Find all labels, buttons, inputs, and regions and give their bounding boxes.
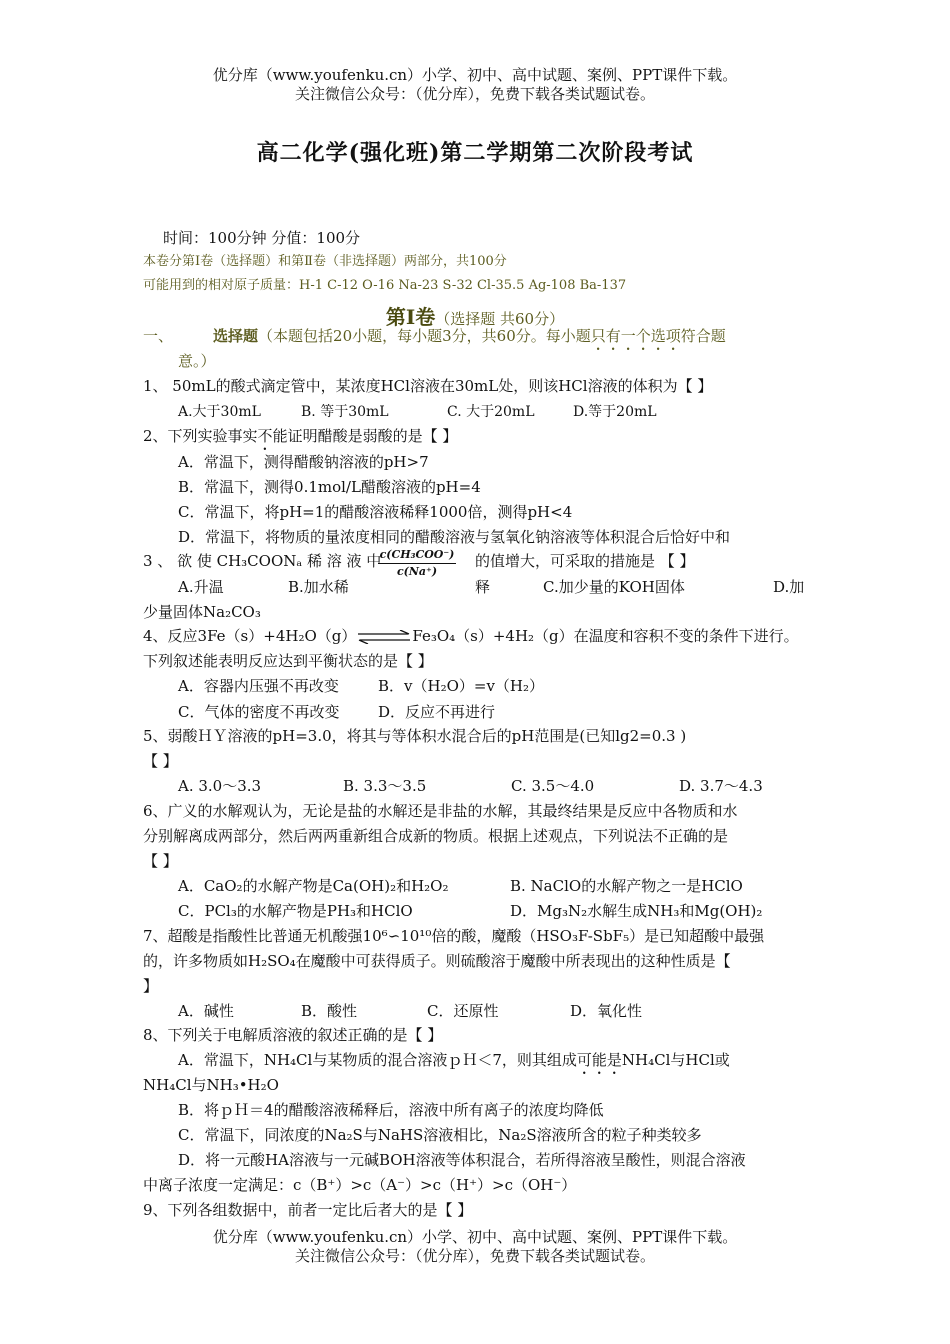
q6-option-c: C．PCl₃的水解产物是PH₃和HClO xyxy=(178,902,413,920)
q8-option-d-cont: 中离子浓度一定满足：c（B⁺）>c（A⁻）>c（H⁺）>c（OH⁻） xyxy=(143,1176,577,1194)
q7-stem-1: 7、超酸是指酸性比普通无机酸强10⁶∽10¹⁰倍的酸，魔酸（HSO₃F-SbF₅）是已知超酸中最强 xyxy=(143,927,765,945)
q1-stem: 1、 50mL的酸式滴定管中，某浓度HCl溶液在30mL处，则该HCl溶液的体积为【 】 xyxy=(143,377,713,395)
q4-stem-b: Fe₃O₄（s）+4H₂（g）在温度和容积不变的条件下进行。 xyxy=(412,627,799,645)
part1-emphasis: 只有一个选项 xyxy=(590,327,681,345)
q4-stem-a: 4、反应3Fe（s）+4H₂O（g） xyxy=(143,627,357,645)
q3-option-d: D.加 xyxy=(773,578,805,596)
q6-option-d: D．Mg₃N₂水解生成NH₃和Mg(OH)₂ xyxy=(510,902,763,920)
q7-stem-2: 的，许多物质如H₂SO₄在魔酸中可获得质子。则硫酸溶于魔酸中所表现出的这种性质是【 xyxy=(143,952,731,970)
header-line-2: 关注微信公众号：（优分库），免费下载各类试题试卷。 xyxy=(294,85,655,103)
q1-option-c: C. 大于20mL xyxy=(447,404,535,420)
q7-option-a: A．碱性 xyxy=(178,1002,234,1020)
q6-option-b: B. NaClO的水解产物之一是HClO xyxy=(510,877,743,895)
part1-desc-c: 意。） xyxy=(178,352,216,370)
q7-option-d: D．氧化性 xyxy=(570,1002,643,1020)
header-line-1: 优分库（www.youfenku.cn）小学、初中、高中试题、案例、PPT课件下载。 xyxy=(212,66,738,84)
q5-option-a: A. 3.0～3.3 xyxy=(178,777,262,795)
q4-option-b: B．v（H₂O）=v（H₂） xyxy=(378,677,545,695)
page-footer xyxy=(0,1228,950,1266)
q2-stem xyxy=(143,426,457,454)
q6-stem-1: 6、广义的水解观认为，无论是盐的水解还是非盐的水解，其最终结果是反应中各物质和水 xyxy=(143,802,738,820)
q8-option-a-text: A．常温下，NH₄Cl与某物质的混合溶液ｐＨ＜7，则其组成 xyxy=(178,1051,577,1069)
part1-desc-b: 符合题 xyxy=(680,327,726,345)
q6-option-a: A．CaO₂的水解产物是Ca(OH)₂和H₂O₂ xyxy=(178,877,449,895)
q1-option-d: D.等于20mL xyxy=(573,404,657,420)
q5-option-d: D. 3.7～4.3 xyxy=(679,777,763,795)
q8-option-a-text-b: NH₄Cl与HCl或 xyxy=(621,1051,730,1069)
q7-option-b: B．酸性 xyxy=(301,1002,358,1020)
q4-stem-c: 下列叙述能表明反应达到平衡状态的是【 】 xyxy=(143,652,433,670)
page-header xyxy=(0,66,950,104)
q5-option-c: C. 3.5～4.0 xyxy=(511,777,595,795)
q1-option-a: A.大于30mL xyxy=(178,404,261,420)
q3-option-d-cont: 少量固体Na₂CO₃ xyxy=(143,603,261,621)
q1-option-b: B. 等于30mL xyxy=(301,404,389,420)
part1-title: 选择题 xyxy=(213,327,259,345)
footer-line-1: 优分库（www.youfenku.cn）小学、初中、高中试题、案例、PPT课件下载。 xyxy=(212,1228,738,1246)
q3-option-b: B.加水稀 xyxy=(288,578,349,596)
q2-stem-emphasis: 不 xyxy=(257,427,273,445)
q3-fraction-denominator: c(Na⁺) xyxy=(396,565,438,578)
q8-option-a-emphasis: 可能是 xyxy=(576,1051,622,1069)
footer-line-2: 关注微信公众号：（优分库），免费下载各类试题试卷。 xyxy=(294,1247,655,1265)
q4-option-d: D．反应不再进行 xyxy=(378,703,496,721)
q8-option-b: B．将ｐＨ＝4的醋酸溶液稀释后，溶液中所有离子的浓度均降低 xyxy=(178,1101,604,1119)
q2-option-c: C．常温下，将pH=1的醋酸溶液稀释1000倍，测得pH<4 xyxy=(178,503,573,521)
q3-stem-b: 的值增大，可采取的措施是 【 】 xyxy=(475,552,695,570)
q4-option-c: C．气体的密度不再改变 xyxy=(178,703,340,721)
q6-bracket: 【 】 xyxy=(143,852,178,870)
q8-option-a xyxy=(178,1050,730,1078)
q6-stem-2: 分别解离成两部分，然后两两重新组合成新的物质。根据上述观点，下列说法不正确的是 xyxy=(143,827,729,845)
q9-stem: 9、下列各组数据中，前者一定比后者大的是【 】 xyxy=(143,1201,473,1219)
q8-option-c: C．常温下，同浓度的Na₂S与NaHS溶液相比，Na₂S溶液所含的粒子种类较多 xyxy=(178,1126,702,1144)
q2-option-a: A．常温下，测得醋酸钠溶液的pH>7 xyxy=(178,453,429,471)
exam-title: 高二化学(强化班)第二学期第二次阶段考试 xyxy=(256,140,694,166)
q8-stem: 8、下列关于电解质溶液的叙述正确的是【 】 xyxy=(143,1026,443,1044)
q2-option-b: B．常温下，测得0.1mol/L醋酸溶液的pH=4 xyxy=(178,478,481,496)
q5-stem: 5、弱酸ＨＹ溶液的pH=3.0，将其与等体积水混合后的pH范围是(已知lg2=0.3 ) xyxy=(143,727,687,745)
q4-stem xyxy=(143,626,799,646)
q5-option-b: B. 3.3～3.5 xyxy=(343,777,427,795)
part1-number: 一、 xyxy=(143,327,174,345)
q3-option-b-cont: 释 xyxy=(475,578,491,596)
q7-stem-3: 】 xyxy=(143,977,159,995)
exam-note: 本卷分第Ⅰ卷（选择题）和第Ⅱ卷（非选择题）两部分，共100分 xyxy=(143,254,507,269)
q3-fraction xyxy=(372,548,462,579)
fraction-bar xyxy=(378,563,456,564)
section-main: 第Ⅰ卷 xyxy=(385,305,436,329)
q5-bracket: 【 】 xyxy=(143,752,178,770)
q8-option-a-cont: NH₄Cl与NH₃•H₂O xyxy=(143,1076,279,1094)
q2-option-d: D．常温下，将物质的量浓度相同的醋酸溶液与氢氧化钠溶液等体积混合后恰好中和 xyxy=(178,528,731,546)
equilibrium-arrow-icon xyxy=(356,630,412,644)
q3-option-c: C.加少量的KOH固体 xyxy=(543,578,685,596)
q3-fraction-numerator: c(CH₃COO⁻) xyxy=(379,548,455,561)
section-sub: （选择题 共60分） xyxy=(435,310,565,328)
q7-option-c: C．还原性 xyxy=(427,1002,499,1020)
q2-stem-a: 2、下列实验事实 xyxy=(143,427,258,445)
q4-option-a: A．容器内压强不再改变 xyxy=(178,677,339,695)
part1-desc: （本题包括20小题，每小题3分，共60分。每小题 xyxy=(258,327,591,345)
q2-stem-b: 能证明醋酸是弱酸的是【 】 xyxy=(272,427,458,445)
atomic-masses: 可能用到的相对原子质量：H-1 C-12 O-16 Na-23 S-32 Cl-35.5 Ag-108 Ba-137 xyxy=(143,278,627,293)
q3-stem-a: 3 、 欲 使 CH₃COONₐ 稀 溶 液 中 xyxy=(143,552,382,570)
time-score: 时间：100分钟 分值：100分 xyxy=(163,229,361,247)
q8-option-d: D．将一元酸HA溶液与一元碱BOH溶液等体积混合，若所得溶液呈酸性，则混合溶液 xyxy=(178,1151,746,1169)
part1-heading xyxy=(143,326,726,354)
q3-option-a: A.升温 xyxy=(178,578,224,596)
